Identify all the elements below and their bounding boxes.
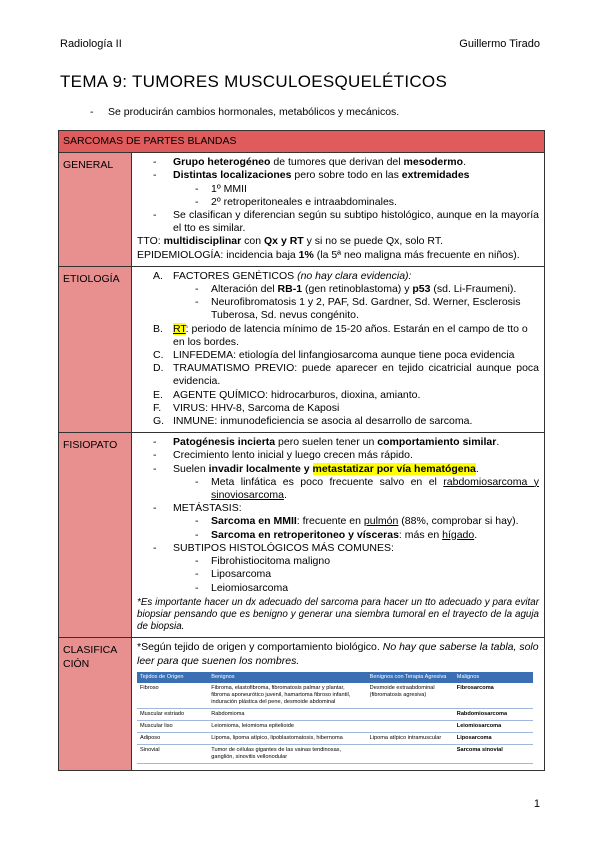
list-item: G. INMUNE: inmunodeficiencia se asocia al desarrollo de sarcoma. xyxy=(153,415,473,428)
list-item: B. RT: periodo de latencia mínimo de 15-20 años. Estarán en el campo de tto o en los bordes. xyxy=(153,322,528,348)
table-cell: Muscular liso xyxy=(137,720,208,732)
content-general xyxy=(132,153,545,267)
list-item: - Meta linfática es poco frecuente salvo en el rabdomiosarcoma y sinoviosarcoma. xyxy=(195,475,539,502)
intro-line: - Se producirán cambios hormonales, metabólicos y mecánicos. xyxy=(90,106,400,118)
table-row xyxy=(137,683,533,709)
label-fisiopato: FISIOPATO xyxy=(59,433,132,638)
header-right: Guillermo Tirado xyxy=(459,38,540,50)
table-cell: Leiomioma, leiomioma epitelioide xyxy=(208,720,366,732)
table-cell: Muscular estriado xyxy=(137,708,208,720)
list-item: - 1º MMII xyxy=(195,182,247,195)
classification-table xyxy=(137,672,533,764)
table-row xyxy=(137,720,533,732)
table-row xyxy=(137,708,533,720)
table-cell xyxy=(367,720,454,732)
content-etiologia xyxy=(132,266,545,432)
list-item: A. FACTORES GENÉTICOS (no hay clara evidencia): xyxy=(153,269,412,282)
epidemiologia-line: EPIDEMIOLOGÍA: incidencia baja 1% (la 5ª neo maligna más frecuente en niños). xyxy=(137,248,520,261)
list-item: - Suelen invadir localmente y metastatizar por vía hematógena. xyxy=(153,462,479,475)
page-title: TEMA 9: TUMORES MUSCULOESQUELÉTICOS xyxy=(60,72,448,91)
table-cell xyxy=(367,744,454,763)
clasificacion-intro: *Según tejido de origen y comportamiento biológico. No hay que saberse la tabla, solo leer para que suenen los nombres. xyxy=(137,641,539,667)
content-clasificacion xyxy=(132,638,545,771)
list-item: - Fibrohistiocitoma maligno xyxy=(195,555,331,568)
label-clasificacion: CLASIFICA CIÓN xyxy=(59,638,132,771)
list-item: - Leiomiosarcoma xyxy=(195,581,289,594)
list-item: - Sarcoma en retroperitoneo y vísceras: más en hígado. xyxy=(195,528,478,541)
column-header: Benignos xyxy=(208,672,366,683)
table-row xyxy=(137,732,533,744)
table-cell: Rabdomiosarcoma xyxy=(454,708,533,720)
list-item: D. TRAUMATISMO PREVIO: puede aparecer en tejido cicatricial aunque poca evidencia. xyxy=(153,362,539,388)
list-item: - Grupo heterogéneo de tumores que derivan del mesodermo. xyxy=(153,156,466,169)
header-left: Radiología II xyxy=(60,38,122,50)
label-general: GENERAL xyxy=(59,153,132,267)
list-item: E. AGENTE QUÍMICO: hidrocarburos, dioxina, amianto. xyxy=(153,388,421,401)
list-item: - Neurofibromatosis 1 y 2, PAF, Sd. Gardner, Sd. Werner, Esclerosis Tuberosa, Sd. nevus congénito. xyxy=(195,296,521,322)
table-cell: Tumor de células gigantes de las vainas tendinosas, ganglión, sinovitis vellonodular xyxy=(208,744,366,763)
list-item: - SUBTIPOS HISTOLÓGICOS MÁS COMUNES: xyxy=(153,541,394,554)
content-fisiopato xyxy=(132,433,545,638)
list-item: - Alteración del RB-1 (gen retinoblastoma) y p53 (sd. Li-Fraumeni). xyxy=(195,283,517,296)
list-item: F. VIRUS: HHV-8, Sarcoma de Kaposi xyxy=(153,401,340,414)
list-item: C. LINFEDEMA: etiología del linfangiosarcoma aunque tiene poca evidencia xyxy=(153,349,515,362)
table-cell: Adiposo xyxy=(137,732,208,744)
table-cell: Sarcoma sinovial xyxy=(454,744,533,763)
table-cell xyxy=(367,708,454,720)
list-item: - 2º retroperitoneales e intraabdominales. xyxy=(195,195,397,208)
table-cell: Desmoide extraabdominal (fibromatosis agresiva) xyxy=(367,683,454,709)
table-cell: Fibrosarcoma xyxy=(454,683,533,709)
list-item: - Distintas localizaciones pero sobre todo en las extremidades xyxy=(153,169,470,182)
list-item: - Patogénesis incierta pero suelen tener un comportamiento similar. xyxy=(153,436,500,449)
tto-line: TTO: multidisciplinar con Qx y RT y si no se puede Qx, solo RT. xyxy=(137,235,443,248)
table-cell: Rabdomioma xyxy=(208,708,366,720)
row-general xyxy=(59,153,545,267)
table-row xyxy=(137,744,533,763)
page-number: 1 xyxy=(533,798,540,810)
label-etiologia: ETIOLOGÍA xyxy=(59,266,132,432)
biopsy-note: *Es importante hacer un dx adecuado del sarcoma para hacer un tto adecuado y para evitar biopsiar pensando que es benigno y generar una siembra tumoral en el trayecto de la aguja de biopsia. xyxy=(137,596,539,633)
list-item: - Se clasifican y diferencian según su subtipo histológico, aunque en la mayoría el tto es similar. xyxy=(153,209,539,235)
row-fisiopato xyxy=(59,433,545,638)
column-header: Tejidos de Origen xyxy=(137,672,208,683)
table-cell: Liposarcoma xyxy=(454,732,533,744)
list-item: - Sarcoma en MMII: frecuente en pulmón (88%, comprobar si hay). xyxy=(195,515,519,528)
list-item: - METÁSTASIS: xyxy=(153,502,242,515)
row-clasificacion xyxy=(59,638,545,771)
table-cell: Fibroma, elastofibroma, fibromatosis palmar y plantar, fibroma aponeurótico juvenil, hamartoma fibroso infantil, induración plástica del pene, desmoide abdominal xyxy=(208,683,366,709)
table-cell: Fibroso xyxy=(137,683,208,709)
table-cell: Lipoma atípico intramuscular xyxy=(367,732,454,744)
table-cell: Sinovial xyxy=(137,744,208,763)
section-header: SARCOMAS DE PARTES BLANDAS xyxy=(59,131,545,153)
column-header: Malignos xyxy=(454,672,533,683)
list-item: - Crecimiento lento inicial y luego crecen más rápido. xyxy=(153,449,413,462)
table-cell: Lipoma, lipoma atípico, lipoblastomatosis, hibernoma xyxy=(208,732,366,744)
column-header: Benignos con Terapia Agresiva xyxy=(367,672,454,683)
row-etiologia xyxy=(59,266,545,432)
intro-text: Se producirán cambios hormonales, metabólicos y mecánicos. xyxy=(108,106,400,118)
list-item: - Liposarcoma xyxy=(195,568,272,581)
main-table xyxy=(58,130,545,771)
table-cell: Leiomiosarcoma xyxy=(454,720,533,732)
